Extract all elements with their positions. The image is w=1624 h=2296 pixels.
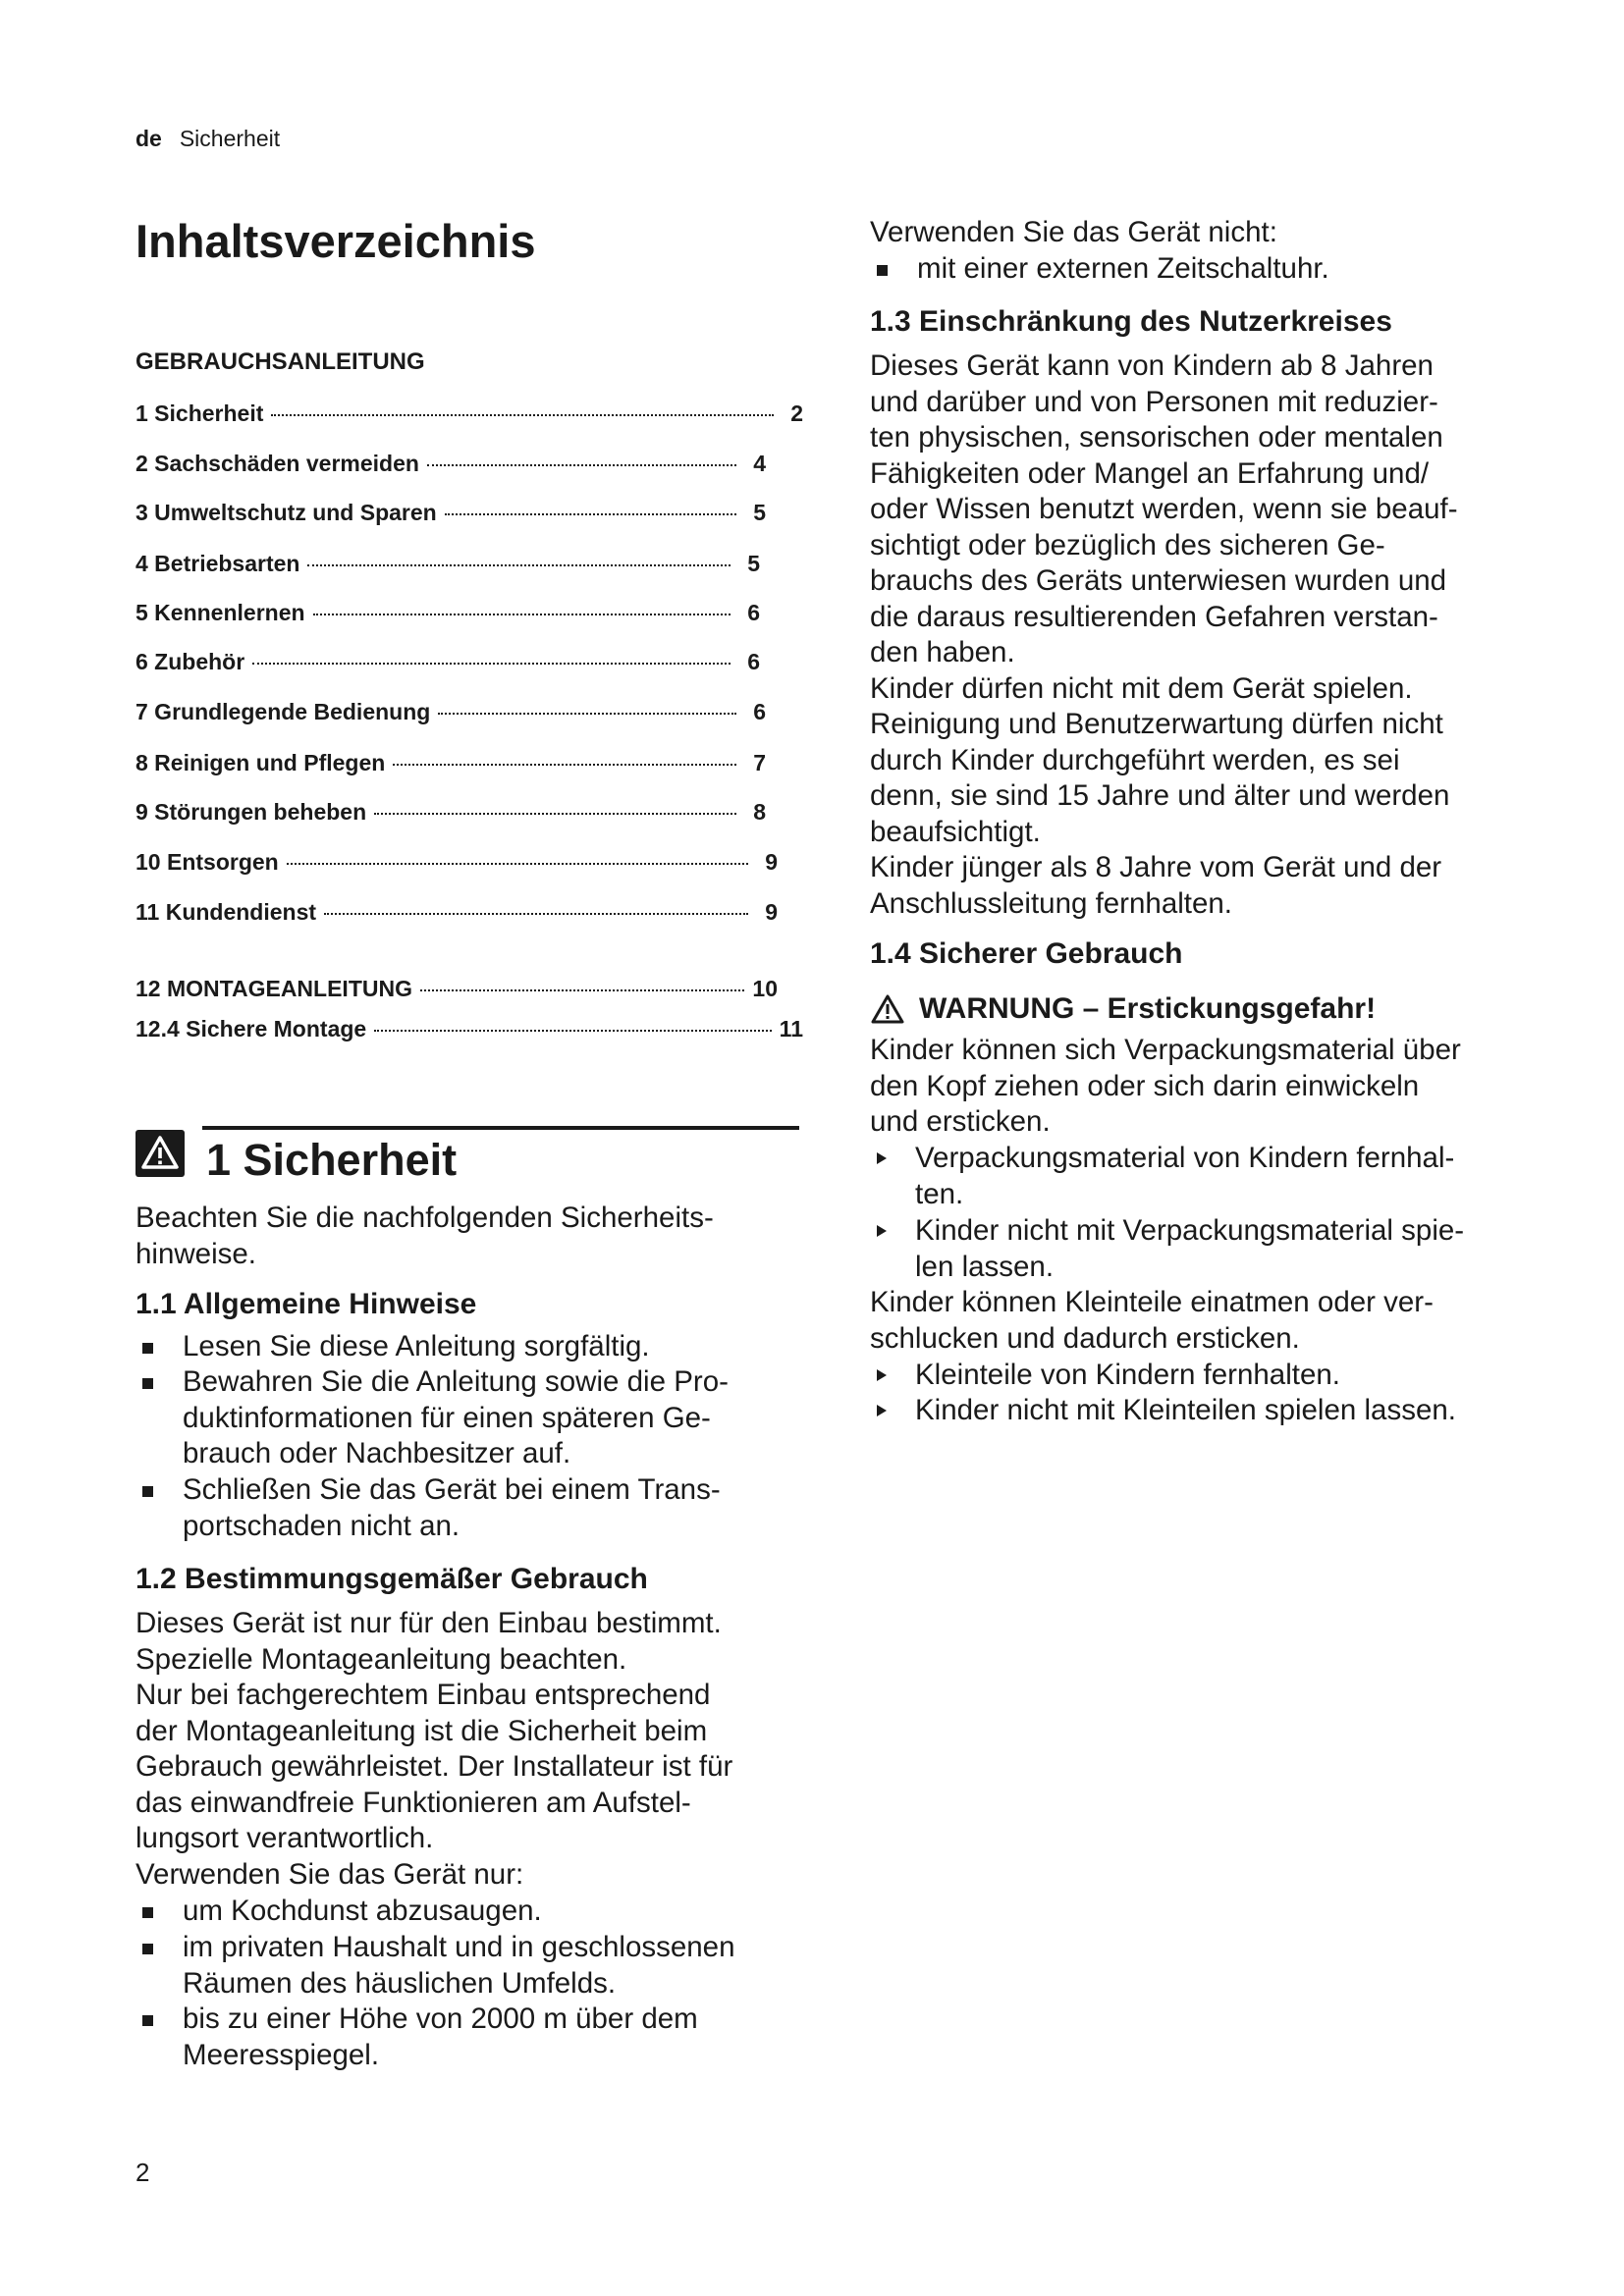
toc-leader: [438, 713, 736, 715]
warning-heading: [870, 992, 1376, 1026]
toc-leader: [374, 1030, 771, 1032]
paragraph: Dieses Gerät ist nur für den Einbau bestimmt. Spezielle Montageanleitung beachten. Nur bei fachgerechtem Einbau entsprechend der Montageanleitung ist die Sicherheit beim Gebrauch gewährleistet. Der Installateur ist für das einwandfreie Funktionieren am Aufstel- lungsort verantwortlich. Verwenden Sie das Gerät nur:: [135, 1607, 733, 1891]
toc-leader: [252, 663, 731, 665]
toc-entry-page: 4: [753, 451, 766, 476]
toc-leader: [324, 913, 748, 915]
list-item: Bewahren Sie die Anleitung sowie die Pro- duktinformationen für einen späteren Ge- brauch oder Nachbesitzer auf.: [183, 1364, 821, 1472]
warning-text: WARNUNG – Erstickungsgefahr!: [919, 992, 1377, 1025]
toc-entry-page: 5: [753, 500, 766, 525]
toc-leader: [420, 989, 744, 991]
list-item: um Kochdunst abzusaugen.: [183, 1894, 821, 1930]
toc-entry-label: 8 Reinigen und Pflegen: [135, 750, 386, 775]
list-item: Lesen Sie diese Anleitung sorgfältig.: [183, 1329, 821, 1365]
toc-title: Inhaltsverzeichnis: [135, 215, 536, 267]
list-item: bis zu einer Höhe von 2000 m über dem Meeresspiegel.: [183, 2002, 821, 2073]
toc-entry-page: 5: [747, 551, 760, 576]
step-item: Kinder nicht mit Verpackungsmaterial spie- len lassen.: [915, 1213, 1543, 1285]
toc-entry[interactable]: [135, 451, 766, 477]
paragraph: Kinder können Kleinteile einatmen oder ver- schlucken und dadurch ersticken.: [870, 1286, 1434, 1355]
toc-entry[interactable]: [135, 1016, 803, 1042]
header-section: Sicherheit: [179, 126, 281, 151]
toc-entry[interactable]: [135, 600, 760, 626]
toc-leader: [307, 564, 731, 566]
toc-entry-label: 2 Sachschäden vermeiden: [135, 451, 419, 476]
list-item: im privaten Haushalt und in geschlossenen Räumen des häuslichen Umfelds.: [183, 1930, 821, 2002]
toc-leader: [393, 764, 736, 766]
language-code: de: [135, 126, 162, 151]
toc-entry-label: 4 Betriebsarten: [135, 551, 300, 576]
toc-entry-label: 12.4 Sichere Montage: [135, 1016, 367, 1041]
toc-entry-page: 10: [752, 976, 778, 1001]
toc-entry[interactable]: [135, 400, 803, 427]
page-header: [135, 126, 280, 152]
toc-entry-page: 7: [753, 750, 766, 775]
section-title: 1 Sicherheit: [206, 1135, 458, 1185]
toc-entry[interactable]: [135, 799, 766, 826]
toc-entry-page: 6: [747, 649, 760, 674]
toc-entry-label: 7 Grundlegende Bedienung: [135, 699, 431, 724]
toc-entry[interactable]: [135, 551, 760, 577]
warning-box-icon: [135, 1130, 185, 1177]
toc-entry-page: 2: [790, 400, 803, 426]
subsection-title-1-1: 1.1 Allgemeine Hinweise: [135, 1288, 477, 1320]
toc-entry-page: 6: [753, 699, 766, 724]
toc-leader: [287, 863, 748, 865]
toc-entry-label: 11 Kundendienst: [135, 899, 317, 925]
section-intro: Beachten Sie die nachfolgenden Sicherheits- hinweise.: [135, 1201, 714, 1270]
toc-entry-label: 5 Kennenlernen: [135, 600, 305, 625]
toc-leader: [374, 813, 736, 815]
step-item: Kinder nicht mit Kleinteilen spielen lassen.: [915, 1393, 1543, 1429]
toc-leader: [313, 614, 731, 615]
toc-entry-label: 9 Störungen beheben: [135, 799, 367, 825]
paragraph: Dieses Gerät kann von Kindern ab 8 Jahren und darüber und von Personen mit reduzier- ten physischen, sensorischen oder mentalen Fähigkeiten oder Mangel an Erfahrung und/ oder Wissen benutzt werden, wenn sie beauf- sichtigt oder bezüglich des sicheren Ge- brauchs des Geräts unterwiesen wurden und die daraus resultierenden Gefahren verstan- den haben. Kinder dürfen nicht mit dem Gerät spielen. Reinigung und Benutzerwartung dürfen nicht durch Kinder durchgeführt werden, es sei denn, sie sind 15 Jahre und älter und werden beaufsichtigt. Kinder jünger als 8 Jahre vom Gerät und der Anschlussleitung fernhalten.: [870, 349, 1458, 920]
subsection-title-1-3: 1.3 Einschränkung des Nutzerkreises: [870, 305, 1392, 338]
toc-entry-label: 3 Umweltschutz und Sparen: [135, 500, 437, 525]
subsection-title-1-2: 1.2 Bestimmungsgemäßer Gebrauch: [135, 1563, 648, 1595]
toc-leader: [427, 464, 736, 466]
paragraph: Kinder können sich Verpackungsmaterial über den Kopf ziehen oder sich darin einwickeln und ersticken.: [870, 1034, 1461, 1138]
paragraph: Verwenden Sie das Gerät nicht:: [870, 216, 1277, 248]
toc-entry-page: 11: [779, 1016, 803, 1041]
step-item: Verpackungsmaterial von Kindern fernhal- ten.: [915, 1141, 1543, 1212]
list-item: Schließen Sie das Gerät bei einem Trans- portschaden nicht an.: [183, 1472, 821, 1544]
toc-entry[interactable]: [135, 849, 778, 876]
toc-leader: [271, 414, 774, 416]
toc-entry[interactable]: [135, 976, 778, 1002]
toc-entry[interactable]: [135, 750, 766, 776]
toc-entry-label: 6 Zubehör: [135, 649, 245, 674]
toc-heading: GEBRAUCHSANLEITUNG: [135, 348, 425, 375]
toc-entry-label: 12 MONTAGEANLEITUNG: [135, 976, 412, 1001]
toc-entry[interactable]: [135, 500, 766, 526]
toc-entry-page: 6: [747, 600, 760, 625]
warning-triangle-icon: [870, 993, 905, 1025]
toc-entry[interactable]: [135, 899, 778, 926]
toc-entry-page: 8: [753, 799, 766, 825]
list-item: mit einer externen Zeitschaltuhr.: [917, 251, 1545, 288]
toc-entry[interactable]: [135, 649, 760, 675]
toc-entry-label: 10 Entsorgen: [135, 849, 279, 875]
toc-leader: [445, 513, 736, 515]
toc-entry-page: 9: [765, 899, 778, 925]
subsection-title-1-4: 1.4 Sicherer Gebrauch: [870, 937, 1183, 970]
page-number: 2: [135, 2158, 150, 2187]
section-rule: [202, 1126, 799, 1130]
toc-entry[interactable]: [135, 699, 766, 725]
step-item: Kleinteile von Kindern fernhalten.: [915, 1358, 1543, 1394]
toc-entry-page: 9: [765, 849, 778, 875]
toc-entry-label: 1 Sicherheit: [135, 400, 264, 426]
